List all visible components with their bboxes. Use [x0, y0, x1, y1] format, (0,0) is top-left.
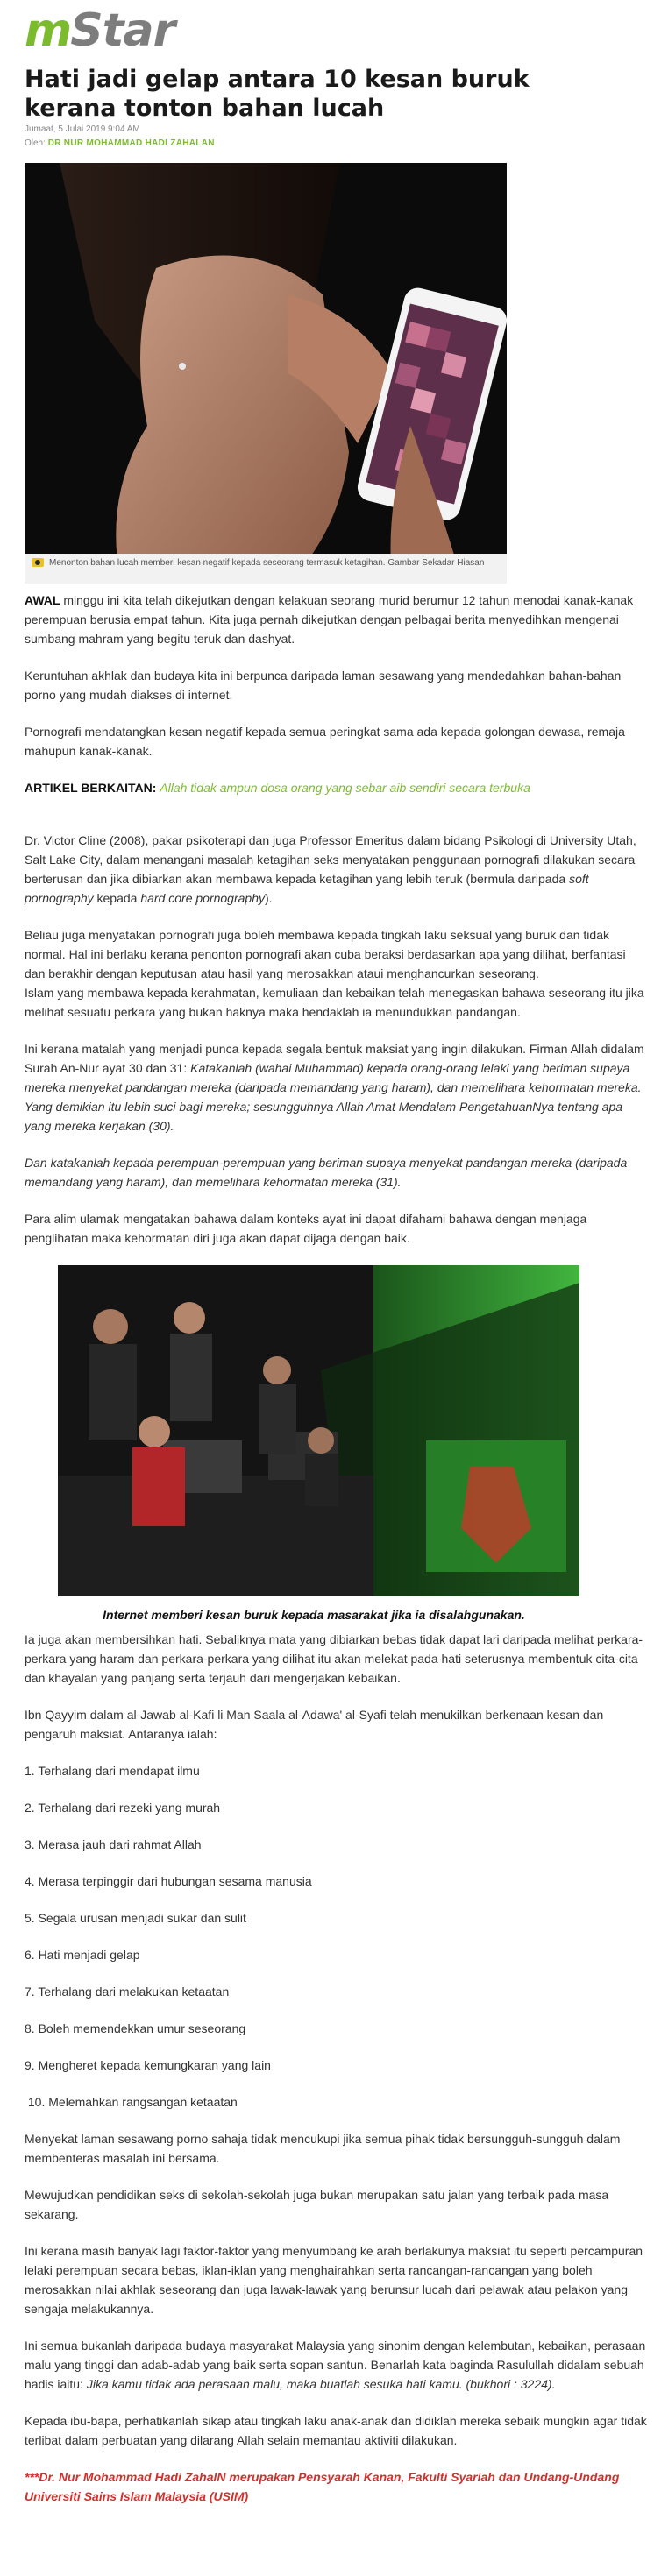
list-item: 5. Segala urusan menjadi sukar dan sulit [25, 1911, 246, 1925]
list-item: 1. Terhalang dari mendapat ilmu [25, 1764, 200, 1778]
paragraph [25, 1039, 647, 1136]
paragraph: Mewujudkan pendidikan seks di sekolah-sekolah juga bukan merupakan satu jalan yang terbaik pada masa sekarang. [25, 2188, 609, 2221]
publish-date: Jumaat, 5 Julai 2019 9:04 AM [25, 124, 140, 134]
author-signature: ***Dr. Nur Mohammad Hadi ZahalN merupakan Pensyarah Kanan, Fakulti Syariah dan Undang-Undang Universiti Sains Islam Malaysia (USIM) [25, 2470, 620, 2503]
hero-caption-text: Menonton bahan lucah memberi kesan negatif kepada seseorang termasuk ketagihan. Gambar Sekadar Hiasan [49, 558, 485, 568]
camera-icon [32, 558, 44, 567]
paragraph-text: kepada [93, 891, 141, 905]
byline-prefix: Oleh: [25, 138, 46, 148]
internet-cafe-photo-illustration [58, 1265, 579, 1596]
italic-term: soft pornography [25, 872, 589, 905]
paragraph: Menyekat laman sesawang porno sahaja tidak mencukupi jika semua pihak tidak bersungguh-sungguh dalam membenteras masalah ini bersama. [25, 2132, 621, 2165]
paragraph: Para alim ulamak mengatakan bahawa dalam konteks ayat ini dapat difahami bahawa dengan menjaga penglihatan maka kehormatan diri juga akan dapat dijaga dengan baik. [25, 1212, 587, 1245]
author-link[interactable]: DR NUR MOHAMMAD HADI ZAHALAN [47, 138, 215, 148]
quran-quote: Dan katakanlah kepada perempuan-perempuan yang beriman supaya menyekat pandangan mereka (daripada memandang yang haram), dan memelihara kehormatan mereka (31). [25, 1156, 628, 1189]
related-article [25, 778, 647, 797]
list-item: 7. Terhalang dari melakukan ketaatan [25, 1985, 230, 1999]
paragraph: Islam yang membawa kepada kerahmatan, kemuliaan dan kebaikan telah menegaskan bahawa seseorang itu jika melihat sesuatu perkara yang bukan haknya maka hendaklah ia menundukkan pandangan. [25, 986, 644, 1019]
related-label: ARTIKEL BERKAITAN: [25, 781, 157, 795]
paragraph: Pornografi mendatangkan kesan negatif kepada semua peringkat sama ada kepada golongan dewasa, remaja mahupun kanak-kanak. [25, 725, 625, 758]
article-body [25, 591, 647, 2523]
paragraph-text: minggu ini kita telah dikejutkan dengan kelakuan seorang murid berumur 12 tahun menodai kanak-kanak perempuan berusia empat tahun. Kita juga pernah dikejutkan dengan pelbagai berita menyedihkan mengenai sumbang mahram yang begitu teruk dan dashyat. [25, 593, 634, 646]
paragraph [25, 2336, 647, 2394]
paragraph-text: Ini semua bukanlah daripada budaya masyarakat Malaysia yang sinonim dengan kelembutan, kebaikan, perasaan malu yang tinggi dan adab-adab yang baik serta sopan santun. Benarlah kata baginda Rasulullah didalam sebuah hadis iaitu: [25, 2339, 646, 2391]
paragraph [25, 591, 647, 648]
quran-quote: Katakanlah (wahai Muhammad) kepada orang-orang lelaki yang beriman supaya mereka menyekat pandangan mereka (daripada memandang yang haram), dan memelihara kehormatan mereka. Yang demikian itu lebih suci bagi mereka; sesungguhnya Allah Amat Mendalam PengetahuanNya tentang apa yang mereka kerjakan (30). [25, 1061, 642, 1133]
logo-star: Star [70, 4, 175, 57]
related-article-link[interactable]: Allah tidak ampun dosa orang yang sebar aib sendiri secara terbuka [160, 781, 530, 795]
paragraph [25, 831, 647, 908]
effects-list [25, 1761, 647, 2112]
byline [25, 138, 215, 148]
list-item: 3. Merasa jauh dari rahmat Allah [25, 1837, 202, 1851]
article-headline: Hati jadi gelap antara 10 kesan buruk kerana tonton bahan lucah [25, 66, 530, 122]
list-item: 8. Boleh memendekkan umur seseorang [25, 2021, 246, 2035]
lead-word: AWAL [25, 593, 60, 607]
list-item: 10. Melemahkan rangsangan ketaatan [25, 2095, 238, 2109]
hero-image [25, 163, 507, 584]
hadith-quote: Jika kamu tidak ada perasaan malu, maka buatlah sesuka hati kamu. (bukhori : 3224). [86, 2377, 556, 2391]
paragraph: Ibn Qayyim dalam al-Jawab al-Kafi li Man Saala al-Adawa' al-Syafi telah menukilkan berkenaan kesan dan pengaruh maksiat. Antaranya ialah: [25, 1708, 604, 1741]
italic-term: hard core pornography [140, 891, 265, 905]
internet-cafe-image [58, 1265, 579, 1596]
paragraph [25, 1153, 647, 1192]
image-caption: Internet memberi kesan buruk kepada masarakat jika ia disalahgunakan. [103, 1608, 525, 1622]
list-item: 9. Mengheret kepada kemungkaran yang lain [25, 2058, 271, 2072]
list-item: 2. Terhalang dari rezeki yang murah [25, 1801, 221, 1815]
list-item: 4. Merasa terpinggir dari hubungan sesama manusia [25, 1874, 312, 1888]
paragraph-text: Dr. Victor Cline (2008), pakar psikoterapi dan juga Professor Emeritus dalam bidang Psikologi di University Utah, Salt Lake City, dalam menangani masalah ketagihan seks menyatakan penggunaan pornografi dilakukan secara berterusan dan jika dibiarkan akan membawa kepada ketagihan yang lebih teruk (bermula daripada [25, 833, 636, 886]
mstar-logo[interactable] [25, 4, 175, 57]
paragraph: Ia juga akan membersihkan hati. Sebaliknya mata yang dibiarkan bebas tidak dapat lari daripada melihat perkara-perkara yang haram dan perkara-perkara yang dilihat itu akan melekat pada hati seterusnya membentuk cita-cita dan khayalan yang panjang serta terjauh dari mengerjakan kebaikan. [25, 1632, 643, 1685]
hero-caption [25, 554, 507, 584]
paragraph: Keruntuhan akhlak dan budaya kita ini berpunca daripada laman sesawang yang mendedahkan bahan-bahan porno yang mudah diakses di internet. [25, 669, 622, 702]
paragraph: Beliau juga menyatakan pornografi juga boleh membawa kepada tingkah laku seksual yang buruk dan tidak normal. Hal ini berlaku kerana penonton pornografi akan cuba beraksi berdasarkan apa yang dilihat, berfantasi dan berakhir dengan keputusan atau hasil yang merosakkan ataui menghancurkan seseorang. [25, 928, 626, 980]
hero-photo-illustration [25, 163, 507, 584]
logo-m: m [25, 4, 71, 57]
paragraph: Kepada ibu-bapa, perhatikanlah sikap atau tingkah laku anak-anak dan didiklah mereka sebaik mungkin agar tidak terlibat dalam perbuatan yang dilarang Allah selain memantau aktiviti dilakukan. [25, 2414, 647, 2447]
paragraph: Ini kerana masih banyak lagi faktor-faktor yang menyumbang ke arah berlakunya maksiat itu seperti percampuran lelaki perempuan secara bebas, iklan-iklan yang menghairahkan serta rancangan-rancangan yang boleh merosakkan nilai akhlak seseorang dan juga lawak-lawak yang berunsur lucah dari pelawak atau pelakon yang sengaja melakukannya. [25, 2244, 643, 2316]
paragraph-text: Ini kerana matalah yang menjadi punca kepada segala bentuk maksiat yang ingin dilakukan. Firman Allah didalam Surah An-Nur ayat 30 dan 31: [25, 1042, 644, 1075]
list-item: 6. Hati menjadi gelap [25, 1948, 140, 1962]
paragraph-text: ). [265, 891, 273, 905]
